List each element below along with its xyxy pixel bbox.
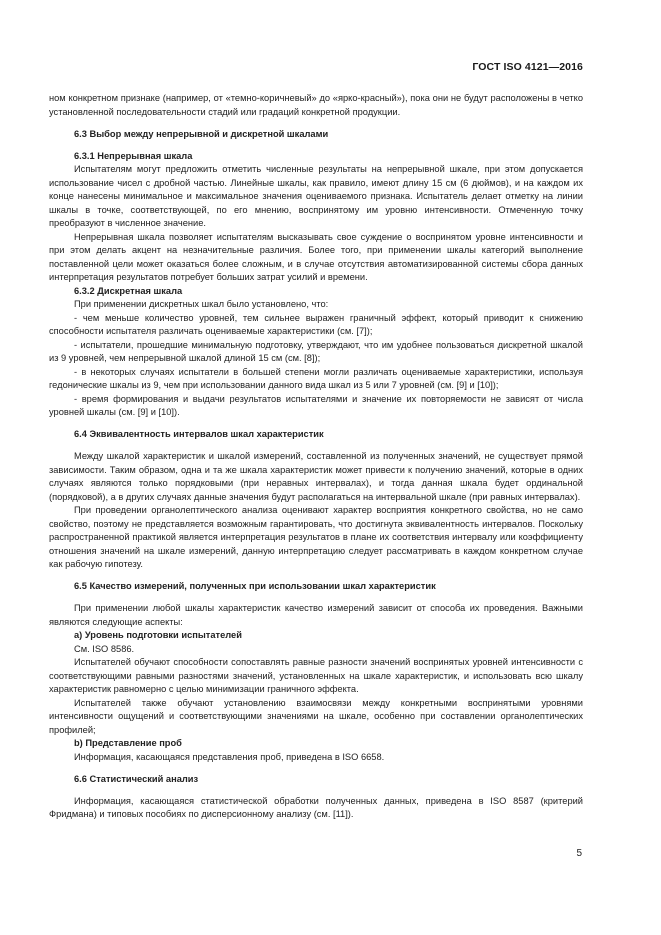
section-6-3-2-heading: 6.3.2 Дискретная шкала [74,285,183,296]
item-b-heading: b) Представление проб [74,738,182,748]
paragraph: Испытателям могут предложить отметить численные результаты на непрерывной шкале, при этом допускается использование чисел с дробной частью. Линейные шкалы, как правило, имеют длину 15 см (6 дюймов), и на каждом их конце нанесены минимальное и максимальное значения оцениваемого признака. Испытатель делает отметку на линии шкалы в точке, соответствующей, по его мнению, воспринятому им уровню интенсивности. Отмеченную точку преобразуют в численное значение. [49,164,583,228]
list-item: - чем меньше количество уровней, тем сильнее выражен граничный эффект, который приводит к снижению способности испытателя различать оцениваемые характеристики (см. [7]); [49,312,583,336]
paragraph: Испытателей также обучают установлению взаимосвязи между конкретными воспринятыми уровнями интенсивности ощущений и соответствующими значениями на шкале, особенно при составлении органолептических профилей; [49,697,583,735]
document-body [49,92,583,822]
standard-header: ГОСТ ISO 4121—2016 [472,61,583,73]
item-a-heading: а) Уровень подготовки испытателей [74,630,242,640]
section-6-4-heading: 6.4 Эквивалентность интервалов шкал характеристик [74,429,324,439]
section-6-5-heading: 6.5 Качество измерений, полученных при использовании шкал характеристик [74,581,436,591]
paragraph: Информация, касающаяся статистической обработки полученных данных, приведена в ISO 8587 (критерий Фридмана) и типовых пособиях по дисперсионному анализу (см. [11]). [49,795,583,819]
section-6-6-heading: 6.6 Статистический анализ [74,773,199,784]
paragraph: При применении любой шкалы характеристик качество измерений зависит от способа их проведения. Важными являются следующие аспекты: [49,603,583,627]
paragraph: Непрерывная шкала позволяет испытателям высказывать свое суждение о воспринятом уровне интенсивности и при этом делать акцент на незначительные различия. Более того, при применении шкалы категорий выполнение поставленной цели может оказаться более сложным, и в случае отсутствия автоматизированной системы сбора данных интерпретация результатов потребует больших затрат усилий и времени. [49,231,583,282]
intro-paragraph: ном конкретном признаке (например, от «темно-коричневый» до «ярко-красный»), пока они не будут расположены в четко установленной последовательности стадий или градаций конкретной продукции. [49,93,583,117]
list-item: - в некоторых случаях испытатели в большей степени могли различать оцениваемые характеристики, используя гедонические шкалы из 9, чем при использовании данного вида шкал из 5 или 7 уровней (см. [9] и [10]); [49,366,583,390]
paragraph: Информация, касающаяся представления проб, приведена в ISO 6658. [74,751,385,762]
list-item: - испытатели, прошедшие минимальную подготовку, утверждают, что им удобнее пользоваться дискретной шкалой из 9 уровней, чем непрерывной шкалой длиной 15 см (см. [8]); [49,339,583,363]
paragraph: Между шкалой характеристик и шкалой измерений, составленной из полученных значений, не существует прямой зависимости. Таким образом, одна и та же шкала характеристик может привести к получению значений, которые в одних случаях являются только порядковыми (при неравных интервалах), и тогда данная шкала будет ординальной (порядковой), а в других случаях данные значения будут располагаться на интервальной шкале (при равных интервалах). [49,451,583,502]
paragraph: При проведении органолептического анализа оценивают характер восприятия конкретного свойства, но не само свойство, поэтому не представляется возможным гарантировать, что достигнута эквивалентность интервалов. Поскольку распространенной практикой является интерпретация результатов в плане их соответствия интервалу или коэффициенту отношения значений на шкале измерений, данную интерпретацию следует рассматривать в каждом конкретном случае как рабочую гипотезу. [49,505,583,569]
list-item: - время формирования и выдачи результатов испытателями и значение их повторяемости не зависят от числа уровней шкалы (см. [9] и [10]). [49,393,583,417]
paragraph: При применении дискретных шкал было установлено, что: [74,299,329,309]
paragraph: Испытателей обучают способности сопоставлять равные разности значений воспринятых уровней интенсивности с соответствующими равными разностями значений, установленных на шкале характеристик, и использовать всю шкалу характеристик равномерно с целью минимизации граничного эффекта. [49,657,583,694]
section-6-3-1-heading: 6.3.1 Непрерывная шкала [74,150,193,161]
section-6-3-heading: 6.3 Выбор между непрерывной и дискретной шкалами [74,128,329,139]
reference: См. ISO 8586. [74,643,135,654]
page-number: 5 [576,848,582,859]
